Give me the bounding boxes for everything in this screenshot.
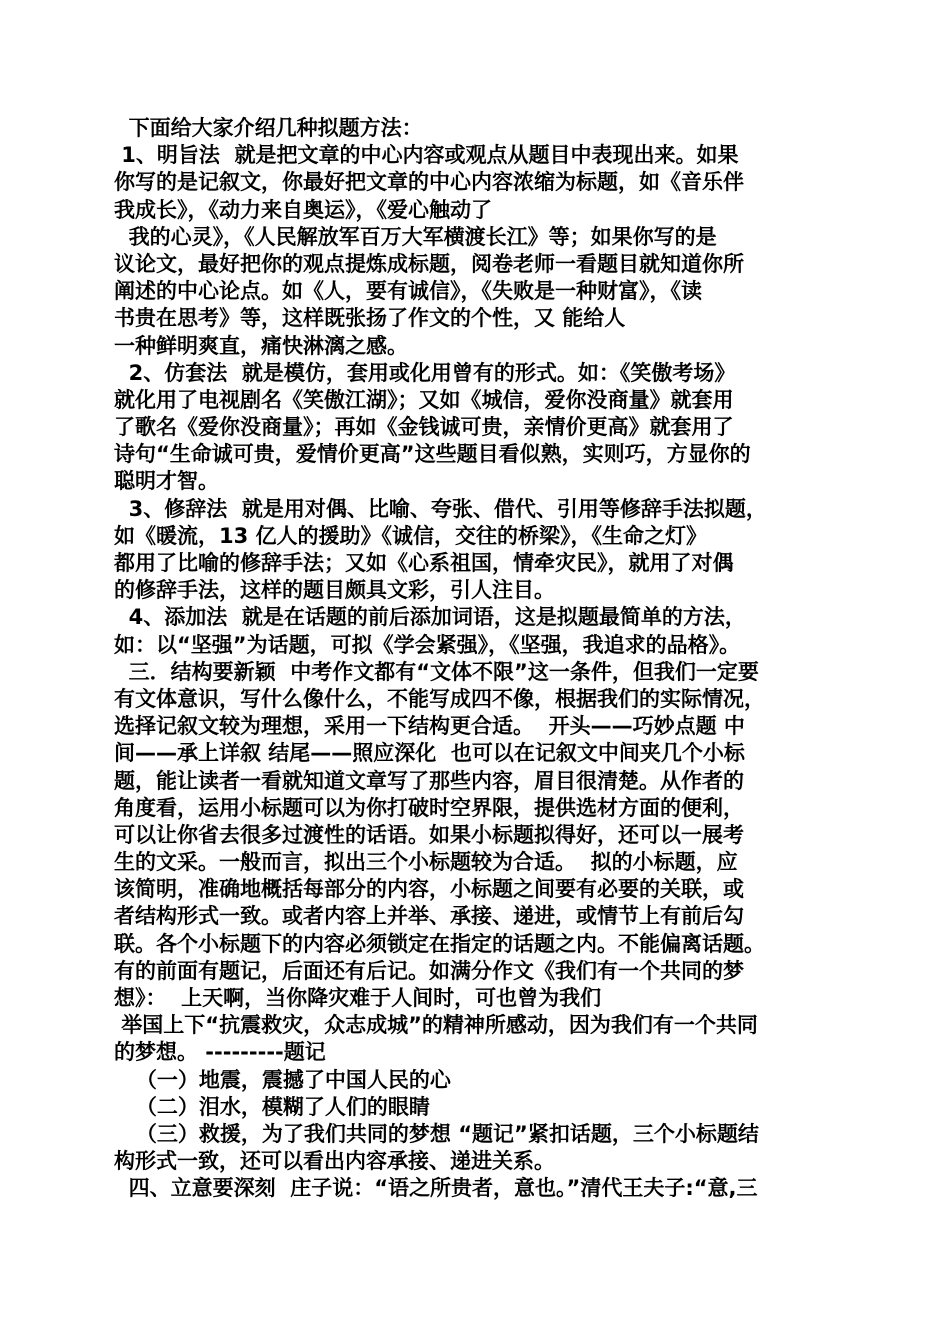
text-line: 就化用了电视剧名《笑傲江湖》；又如《城信，爱你没商量》就套用	[114, 387, 734, 412]
text-line: 下面给大家介绍几种拟题方法：	[114, 116, 423, 140]
text-line: 你写的是记叙文，你最好把文章的中心内容浓缩为标题，如《音乐伴	[114, 170, 744, 195]
text-line: 生的文采。一般而言，拟出三个小标题较为合适。 拟的小标题，应	[114, 850, 738, 875]
text-line: 了歌名《爱你没商量》；再如《金钱诚可贵，亲情价更高》就套用了	[114, 415, 734, 440]
text-line: 者结构形式一致。或者内容上并举、承接、递进，或情节上有前后勾	[114, 904, 744, 929]
text-line: 如：以“坚强”为话题，可拟《学会紧强》，《坚强，我追求的品格》。	[114, 632, 741, 657]
text-line: 3、修辞法 就是用对偶、比喻、夸张、借代、引用等修辞手法拟题，	[114, 496, 767, 521]
text-line: 有文体意识，写什么像什么，不能写成四不像，根据我们的实际情况，	[114, 686, 765, 711]
text-line: 阐述的中心论点。如《人，要有诚信》，《失败是一种财富》，《读	[114, 279, 702, 304]
text-line: 三．结构要新颖 中考作文都有“文体不限”这一条件，但我们一定要	[114, 659, 759, 684]
text-line: 聪明才智。	[114, 469, 219, 494]
text-line: 可以让你省去很多过渡性的话语。如果小标题拟得好，还可以一展考	[114, 822, 744, 847]
text-line: 议论文，最好把你的观点提炼成标题，阅卷老师一看题目就知道你所	[114, 251, 744, 276]
text-line: 1、明旨法 就是把文章的中心内容或观点从题目中表现出来。如果	[114, 143, 739, 168]
text-line: 想》： 上天啊，当你降灾难于人间时，可也曾为我们	[114, 986, 602, 1010]
text-line: 都用了比喻的修辞手法；又如《心系祖国，情牵灾民》，就用了对偶	[114, 551, 734, 575]
text-line: 我的心灵》，《人民解放军百万大军横渡长江》等；如果你写的是	[114, 224, 717, 249]
text-line: 如《暖流，13 亿人的援助》《诚信，交往的桥梁》，《生命之灯》	[114, 523, 708, 548]
text-line: 的修辞手法，这样的题目颇具文彩，引人注目。	[114, 578, 555, 603]
text-line: 有的前面有题记，后面还有后记。如满分作文《我们有一个共同的梦	[114, 958, 744, 983]
text-line: 该简明，准确地概括每部分的内容，小标题之间要有必要的关联，或	[114, 877, 744, 902]
text-line: （一）地震，震撼了中国人民的心	[114, 1067, 451, 1092]
text-line: 书贵在思考》等，这样既张扬了作文的个性，又 能给人	[114, 306, 626, 331]
text-line: 间——承上详叙 结尾——照应深化 也可以在记叙文中间夹几个小标	[114, 741, 745, 766]
text-line: 联。各个小标题下的内容必须锁定在指定的话题之内。不能偏离话题。	[114, 931, 765, 956]
text-line: 我成长》，《动力来自奥运》，《爱心触动了	[114, 197, 492, 222]
text-line: （二）泪水，模糊了人们的眼睛	[114, 1094, 430, 1119]
text-line: 的梦想。 ---------题记	[114, 1040, 326, 1065]
text-line: 一种鲜明爽直，痛快淋漓之感。	[114, 333, 408, 358]
document-body	[114, 115, 854, 1203]
text-line: 选择记叙文较为理想，采用一下结构更合适。 开头——巧妙点题 中	[114, 714, 745, 739]
text-line: 角度看，运用小标题可以为你打破时空界限，提供选材方面的便利，	[114, 795, 744, 820]
text-line: 举国上下“抗震救灾，众志成城”的精神所感动，因为我们有一个共同	[114, 1013, 758, 1038]
text-line: 4、添加法 就是在话题的前后添加词语，这是拟题最简单的方法，	[114, 605, 746, 630]
text-line: 题，能让读者一看就知道文章写了那些内容，眉目很清楚。从作者的	[114, 768, 744, 793]
text-line: 四、立意要深刻 庄子说：“语之所贵者，意也。”清代王夫子:“意,三	[114, 1176, 758, 1201]
text-line: 诗句“生命诚可贵，爱情价更高”这些题目看似熟，实则巧，方显你的	[114, 442, 751, 467]
text-line: 构形式一致，还可以看出内容承接、递进关系。	[114, 1149, 555, 1174]
text-line: 2、仿套法 就是模仿，套用或化用曾有的形式。如：《笑傲考场》	[114, 360, 736, 385]
text-line: （三）救援，为了我们共同的梦想 “题记”紧扣话题，三个小标题结	[114, 1121, 759, 1146]
